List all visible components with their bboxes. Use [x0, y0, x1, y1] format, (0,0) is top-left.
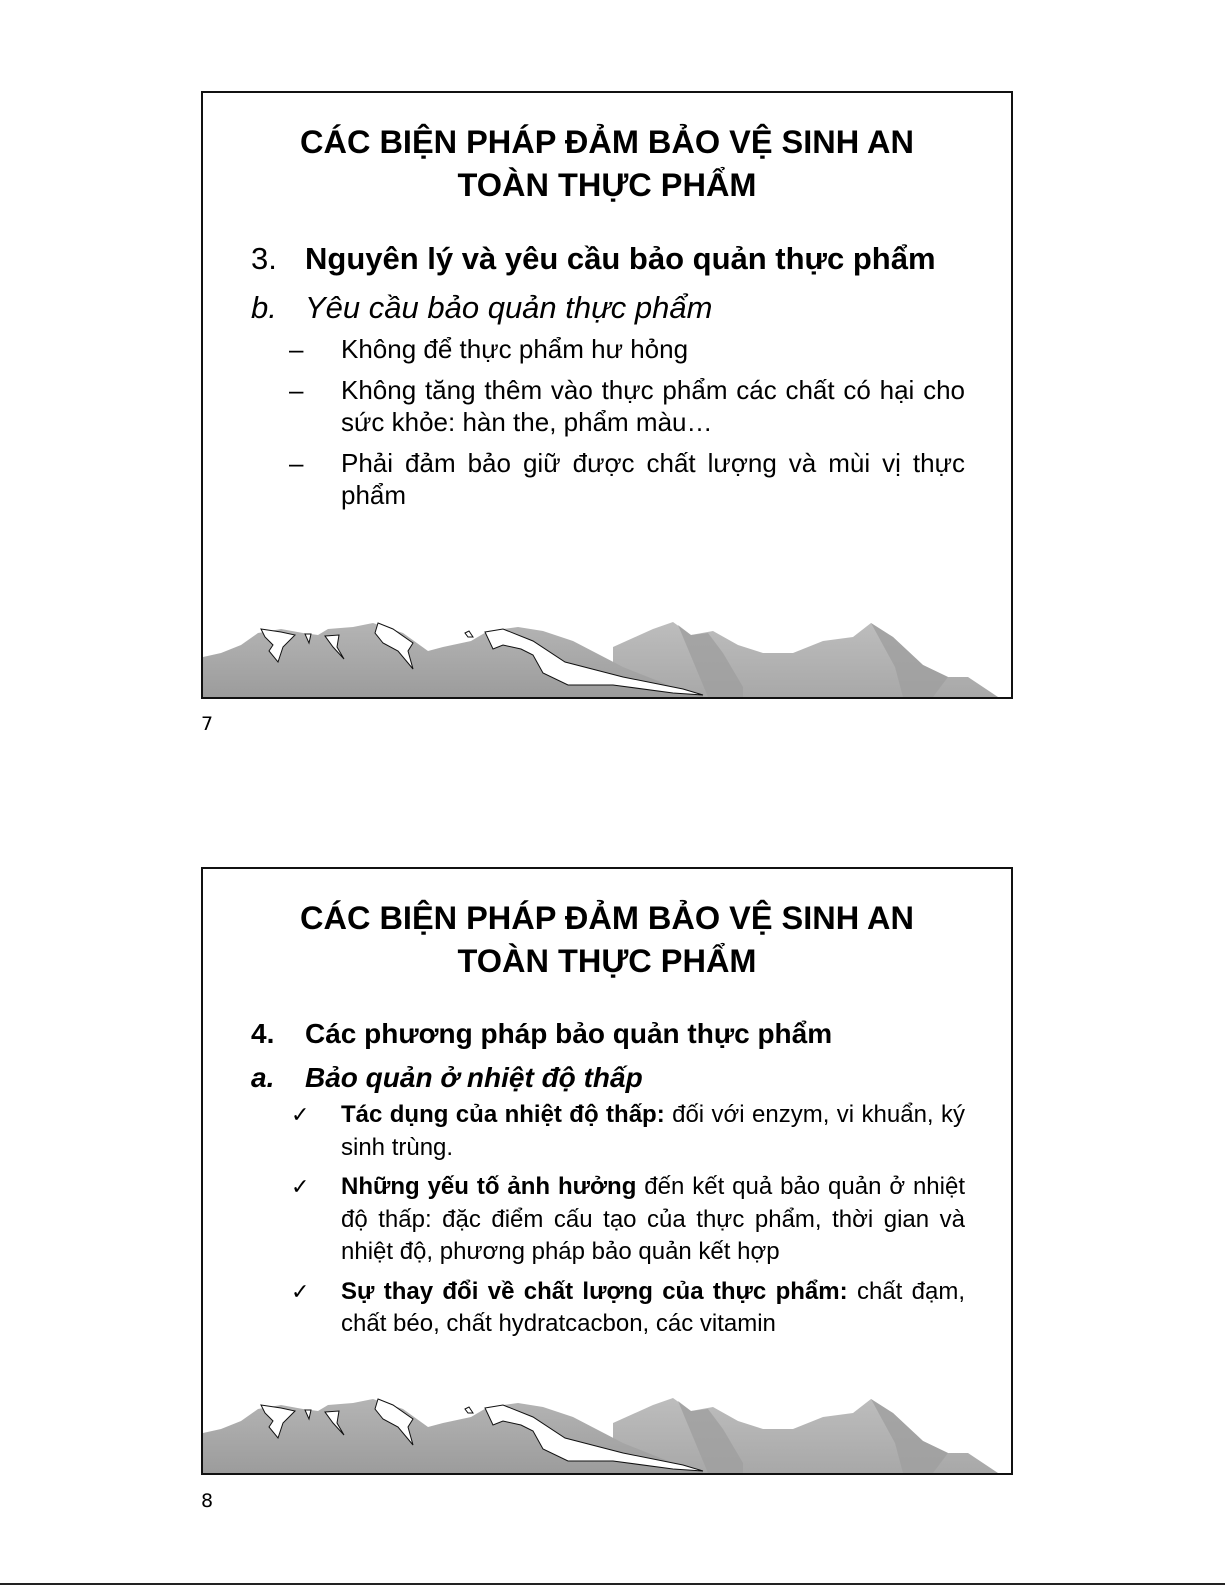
list-item [251, 1276, 965, 1341]
bullet-text: Không để thực phẩm hư hỏng [341, 334, 689, 364]
bullet-bold-text: Sự thay đổi về chất lượng của thực phẩm: [341, 1277, 848, 1305]
bullet-list [251, 333, 965, 511]
heading-number: 4. [251, 1018, 275, 1049]
slide-content [251, 1015, 965, 1341]
slide-title [203, 121, 1011, 207]
subheading-number: a. [251, 1062, 275, 1093]
heading-text: Nguyên lý và yêu cầu bảo quản thực phẩm [305, 241, 936, 276]
bullet-text: đến kết quả bảo quản ở nhiệt độ thấp: đặc điểm cấu tạo của thực phẩm, thời gian và nhiệt độ, phương pháp bảo quản kết hợp [341, 1173, 965, 1265]
section-heading [251, 1015, 965, 1053]
checkmark-bullet-icon: ✓ [291, 1174, 310, 1199]
checkmark-bullet-icon: ✓ [291, 1278, 310, 1304]
checkmark-bullet-icon: ✓ [291, 1102, 310, 1127]
list-item [251, 447, 965, 511]
heading-text: Các phương pháp bảo quản thực phẩm [305, 1018, 833, 1049]
slide-8 [201, 867, 1013, 1475]
subheading-text: Bảo quản ở nhiệt độ thấp [305, 1062, 643, 1093]
bullet-list [251, 1099, 965, 1341]
page-number: 7 [201, 713, 214, 735]
dash-bullet-icon: – [289, 375, 304, 405]
slide-title [203, 897, 1011, 983]
title-line-1: CÁC BIỆN PHÁP ĐẢM BẢO VỆ SINH AN [300, 900, 914, 936]
title-line-2: TOÀN THỰC PHẨM [457, 167, 757, 203]
dash-bullet-icon: – [289, 448, 304, 478]
subheading-number: b. [251, 290, 277, 325]
subheading-text: Yêu cầu bảo quản thực phẩm [305, 290, 713, 325]
heading-number: 3. [251, 241, 277, 276]
snow-patch [465, 1407, 473, 1413]
title-line-2: TOÀN THỰC PHẨM [457, 943, 757, 979]
subsection-heading [251, 1059, 965, 1097]
slide-7 [201, 91, 1013, 699]
snow-patch [465, 631, 473, 637]
dash-bullet-icon: – [289, 334, 304, 364]
list-item [251, 374, 965, 438]
subsection-heading [251, 286, 965, 329]
bullet-text: Phải đảm bảo giữ được chất lượng và mùi vị thực phẩm [341, 448, 965, 510]
bullet-text: Không tăng thêm vào thực phẩm các chất có hại cho sức khỏe: hàn the, phẩm màu… [341, 375, 965, 437]
bullet-text: đối với enzym, vi khuẩn, ký sinh trùng. [341, 1101, 965, 1161]
mountain-landscape-illustration [203, 1383, 1011, 1473]
title-line-1: CÁC BIỆN PHÁP ĐẢM BẢO VỆ SINH AN [300, 124, 914, 160]
list-item [251, 1171, 965, 1269]
bullet-text: chất đạm, chất béo, chất hydratcacbon, các vitamin [341, 1277, 965, 1337]
slide-content [251, 237, 965, 511]
bullet-bold-text: Tác dụng của nhiệt độ thấp: [341, 1101, 665, 1128]
list-item [251, 1099, 965, 1164]
mountain-landscape-illustration [203, 607, 1011, 697]
list-item [251, 333, 965, 365]
section-heading [251, 237, 965, 280]
page-number: 8 [201, 1490, 214, 1512]
bullet-bold-text: Những yếu tố ảnh hưởng [341, 1173, 637, 1200]
